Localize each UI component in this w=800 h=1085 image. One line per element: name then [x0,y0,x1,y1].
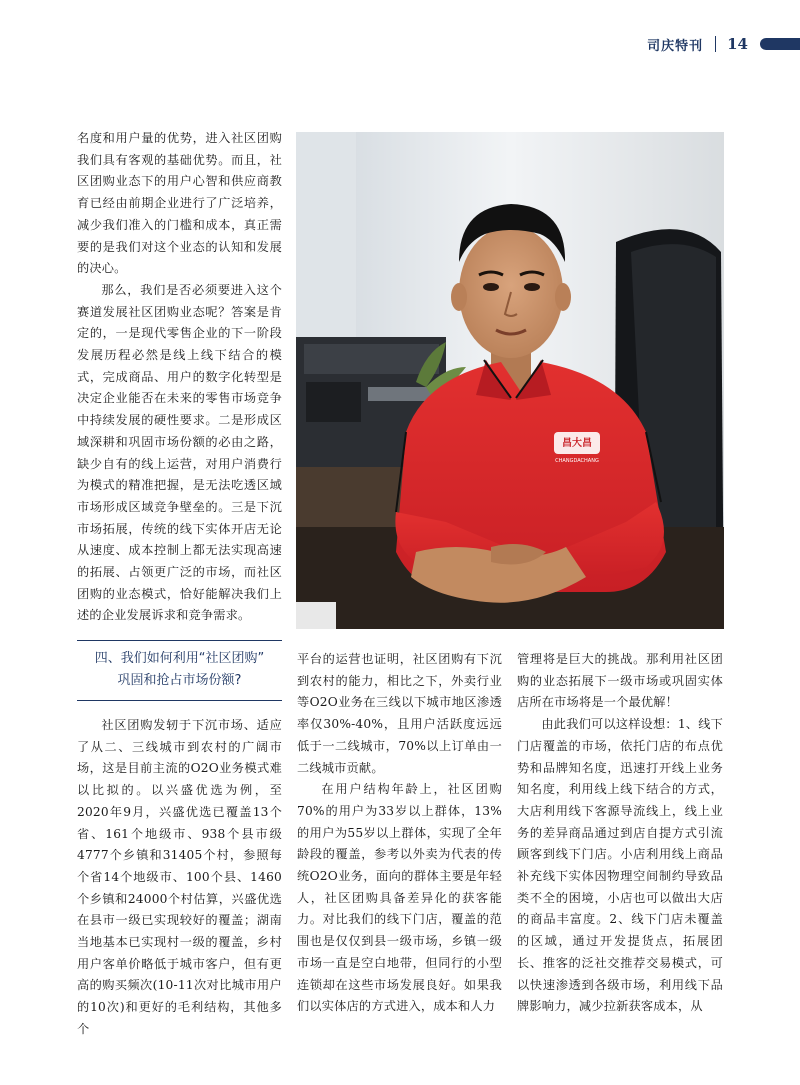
header-divider [715,36,716,52]
article-column-3 [517,649,723,1018]
shirt-logo-text: 昌大昌 [562,438,592,449]
page-header [647,30,800,58]
page-number: 14 [727,35,748,53]
article-column-1 [77,715,282,1041]
paragraph: 由此我们可以这样设想：1、线下门店覆盖的市场，依托门店的布点优势和品牌知名度，迅速打开线上业务知名度，利用线上线下结合的方式，大店利用线下客源导流线上，线上业务的差异商品通过到店自提方式引流顾客到线下门店。小店利用线上商品补充线下实体因物理空间制约导致品类不全的困境，小店也可以做出大店的商品丰富度。2、线下门店未覆盖的区域，通过开发提货点，拓展团长、推客的泛社交推荐交易模式，可以快速渗透到各级市场，利用线下品牌影响力，减少拉新获客成本，从 [517,717,723,1014]
heading-line: 四、我们如何利用“社区团购” [94,651,265,666]
header-accent-bar [760,38,800,50]
magazine-section-title: 司庆特刊 [647,38,704,54]
shirt-logo-subtext: CHANGDACHANG [555,458,599,464]
paragraph: 名度和用户量的优势，进入社区团购我们具有客观的基础优势。而且，社区团购业态下的用户心智和供应商教育已经由前期企业进行了广泛培养，减少我们准入的门槛和成本，真正需要的是我们对这个业态的认知和发展的决心。 [77,131,282,276]
paragraph: 管理将是巨大的挑战。那利用社区团购的业态拓展下一级市场或巩固实体店所在市场将是一个最优解！ [517,652,723,710]
heading-line: 巩固和抢占市场份额? [117,673,242,688]
portrait-photo [296,132,724,629]
paragraph: 那么，我们是否必须要进入这个赛道发展社区团购业态呢？答案是肯定的，一是现代零售企业的下一阶段发展历程必然是线上线下结合的模式，完成商品、用户的数字化转型是决定企业能否在未来的零售市场竞争中持续发展的硬性要求。二是形成区域深耕和巩固市场份额的必由之路，缺少自有的线上运营，对用户消费行为模式的精准把握，是无法吃透区域市场形成区域竞争壁垒的。三是下沉市场拓展，传统的线下实体开店无论从速度、成本控制上都无法实现高速的拓展、占领更广泛的市场，而社区团购的业态模式，恰好能解决我们上述的企业发展诉求和竞争需求。 [77,282,282,623]
section-heading [77,640,282,701]
paragraph: 在用户结构年龄上，社区团购70%的用户为33岁以上群体，13%的用户为55岁以上群体，实现了全年龄段的覆盖，参考以外卖为代表的传统O2O业务，面向的群体主要是年轻人，社区团购具备差异化的获客能力。对比我们的线下门店，覆盖的范围也是仅仅到县一级市场，乡镇一级市场一直是空白地带，但同行的小型连锁却在这些市场发展良好。如果我们以实体店的方式进入，成本和人力 [297,782,502,1014]
paragraph: 社区团购发轫于下沉市场、适应了从二、三线城市到农村的广阔市场，这是目前主流的O2O业务模式难以比拟的。以兴盛优选为例，至2020年9月，兴盛优选已覆盖13个省、161个地级市、938个县市级4777个乡镇和31405个村，参照每个省14个地级市、100个县、1460个乡镇和24000个村估算，兴盛优选在县市一级已实现较好的覆盖；湖南当地基本已实现村一级的覆盖，乡村用户客单价略低于城市客户，但有更高的购买频次(10-11次对比城市用户的10次)和更好的毛利结构，其他多个 [77,718,282,1036]
section-heading-text [77,641,282,700]
heading-rule-bottom [77,700,282,701]
article-column-top [77,128,282,627]
article-column-2 [297,649,502,1018]
paragraph: 平台的运营也证明，社区团购有下沉到农村的能力，相比之下，外卖行业等O2O业务在三线以下城市地区渗透率仅30%-40%，且用户活跃度远远低于一二线城市，70%以上订单由一二线城市贡献。 [297,652,502,775]
